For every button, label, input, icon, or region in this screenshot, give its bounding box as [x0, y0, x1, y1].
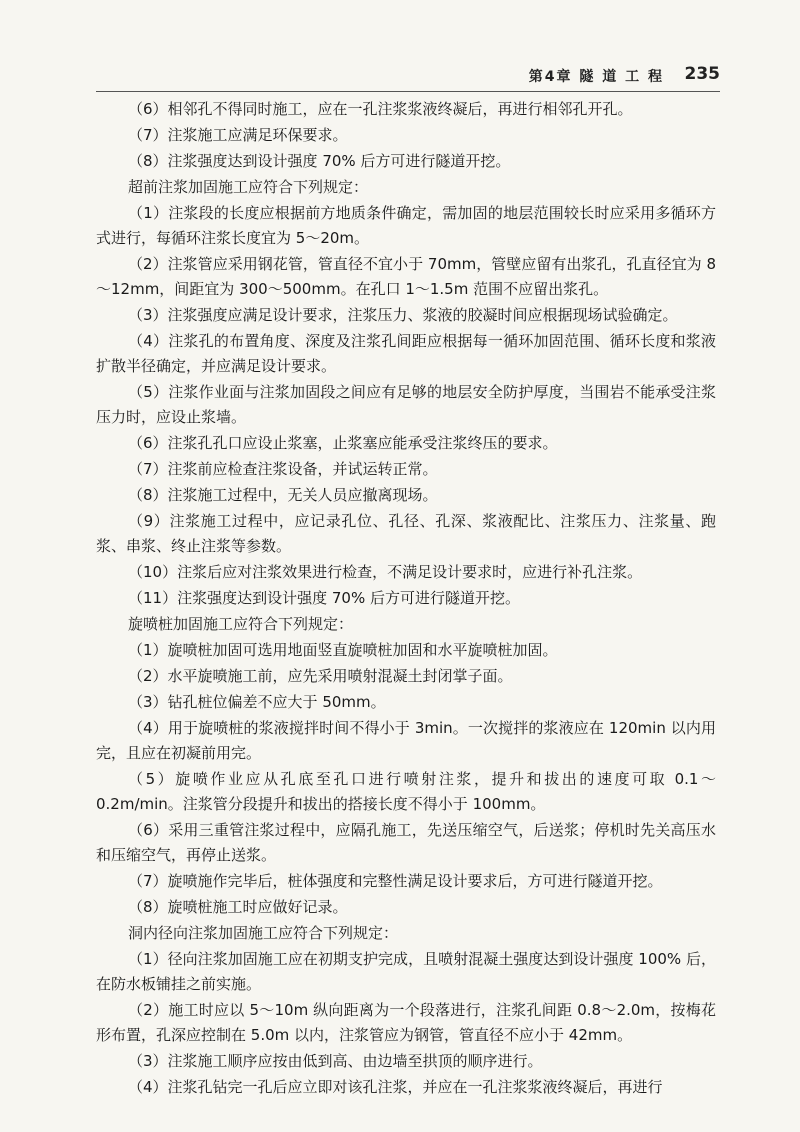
section-heading: 旋喷桩加固施工应符合下列规定：: [128, 615, 354, 633]
paragraph: （3）注浆施工顺序应按由低到高、由边墙至拱顶的顺序进行。: [128, 1052, 543, 1070]
paragraph: （4）用于旋喷桩的浆液搅拌时间不得小于 3min。一次搅拌的浆液应在 120min 以内用完，且应在初凝前用完。: [96, 719, 716, 762]
paragraph: （5）注浆作业面与注浆加固段之间应有足够的地层安全防护厚度，当围岩不能承受注浆压力时，应设止浆墙。: [96, 383, 716, 426]
paragraph: （4）注浆孔钻完一孔后应立即对该孔注浆，并应在一孔注浆浆液终凝后，再进行: [128, 1078, 663, 1096]
paragraph: （2）施工时应以 5～10m 纵向距离为一个段落进行，注浆孔间距 0.8～2.0m，按梅花形布置，孔深应控制在 5.0m 以内，注浆管应为钢管，管直径不应小于 42mm。: [96, 1001, 716, 1044]
paragraph: （3）钻孔桩位偏差不应大于 50mm。: [128, 693, 386, 711]
paragraph: （1）径向注浆加固施工应在初期支护完成，且喷射混凝土强度达到设计强度 100% 后，在防水板铺挂之前实施。: [96, 950, 716, 993]
paragraph: （1）注浆段的长度应根据前方地质条件确定，需加固的地层范围较长时应采用多循环方式进行，每循环注浆长度宜为 5～20m。: [96, 204, 716, 247]
paragraph: （8）注浆强度达到设计强度 70% 后方可进行隧道开挖。: [128, 152, 511, 170]
paragraph: （6）注浆孔孔口应设止浆塞，止浆塞应能承受注浆终压的要求。: [128, 434, 558, 452]
section-heading: 洞内径向注浆加固施工应符合下列规定：: [128, 924, 399, 942]
paragraph: （6）采用三重管注浆过程中，应隔孔施工，先送压缩空气，后送浆；停机时先关高压水和压缩空气，再停止送浆。: [96, 821, 716, 864]
paragraph: （7）旋喷施作完毕后，桩体强度和完整性满足设计要求后，方可进行隧道开挖。: [128, 872, 663, 890]
paragraph: （6）相邻孔不得同时施工，应在一孔注浆浆液终凝后，再进行相邻孔开孔。: [128, 100, 633, 118]
chapter-title: 第4章 隧 道 工 程: [528, 69, 664, 85]
paragraph: （11）注浆强度达到设计强度 70% 后方可进行隧道开挖。: [128, 589, 520, 607]
paragraph: （8）注浆施工过程中，无关人员应撤离现场。: [128, 486, 438, 504]
paragraph: （2）水平旋喷施工前，应先采用喷射混凝土封闭掌子面。: [128, 667, 513, 685]
page-number: 235: [684, 64, 720, 84]
body-text: [96, 97, 716, 1101]
paragraph: （3）注浆强度应满足设计要求，注浆压力、浆液的胶凝时间应根据现场试验确定。: [128, 306, 678, 324]
paragraph: （2）注浆管应采用钢花管，管直径不宜小于 70mm，管壁应留有出浆孔，孔直径宜为 8～12mm，间距宜为 300～500mm。在孔口 1～1.5m 范围不应留出浆孔。: [96, 255, 716, 298]
paragraph: （9）注浆施工过程中，应记录孔位、孔径、孔深、浆液配比、注浆压力、注浆量、跑浆、串浆、终止注浆等参数。: [96, 512, 716, 555]
paragraph: （7）注浆施工应满足环保要求。: [128, 126, 348, 144]
paragraph: （1）旋喷桩加固可选用地面竖直旋喷桩加固和水平旋喷桩加固。: [128, 641, 558, 659]
running-header: [96, 66, 720, 86]
paragraph: （7）注浆前应检查注浆设备，并试运转正常。: [128, 460, 438, 478]
paragraph: （8）旋喷桩施工时应做好记录。: [128, 898, 348, 916]
paragraph: （4）注浆孔的布置角度、深度及注浆孔间距应根据每一循环加固范围、循环长度和浆液扩散半径确定，并应满足设计要求。: [96, 332, 716, 375]
header-rule: [96, 91, 720, 92]
section-heading: 超前注浆加固施工应符合下列规定：: [128, 178, 369, 196]
paragraph: （5）旋喷作业应从孔底至孔口进行喷射注浆，提升和拔出的速度可取 0.1～0.2m/min。注浆管分段提升和拔出的搭接长度不得小于 100mm。: [96, 770, 716, 813]
paragraph: （10）注浆后应对注浆效果进行检查，不满足设计要求时，应进行补孔注浆。: [128, 563, 643, 581]
